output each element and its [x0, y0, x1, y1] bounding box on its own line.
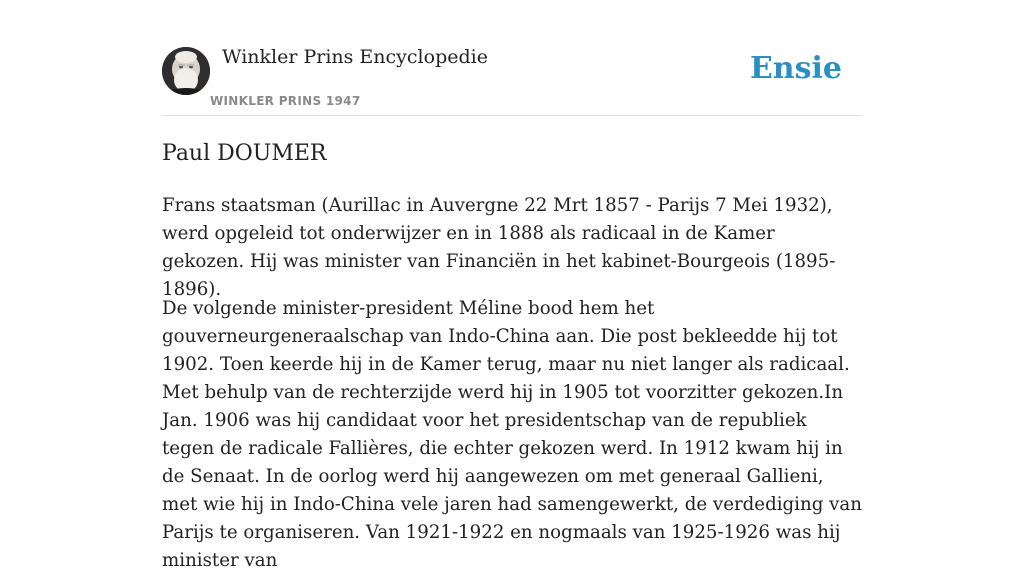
site-header [162, 0, 862, 116]
article-title: Paul DOUMER [162, 141, 327, 166]
page-container [162, 0, 862, 571]
site-subtitle: WINKLER PRINS 1947 [210, 94, 361, 108]
ensie-logo[interactable]: Ensie [749, 51, 842, 86]
site-name[interactable]: Winkler Prins Encyclopedie [222, 46, 488, 68]
article-paragraph: Frans staatsman (Aurillac in Auvergne 22 Mrt 1857 - Parijs 7 Mei 1932), werd opgeleid tot onderwijzer en in 1888 als radicaal in de Kamer gekozen. Hij was minister van Financiën in het kabinet-Bourgeois (1895-1896). [162, 195, 836, 300]
bearded-man-portrait-icon [162, 47, 210, 95]
article-paragraph: De volgende minister-president Méline bood hem het gouverneurgeneraalschap van Indo-China aan. Die post bekleedde hij tot 1902. Toen keerde hij in de Kamer terug, maar nu niet langer als radicaal. Met behulp van de rechterzijde werd hij in 1905 tot voorzitter gekozen.In Jan. 1906 was hij candidaat voor het presidentschap van de republiek tegen de radicale Fallières, die echter gekozen werd. In 1912 kwam hij in de Senaat. In de oorlog werd hij aangewezen om met generaal Gallieni, met wie hij in Indo-China vele jaren had samengewerkt, de verdediging van Parijs te organiseren. Van 1921-1922 en nogmaals van 1925-1926 was hij minister van [162, 298, 862, 571]
author-avatar[interactable] [162, 47, 210, 95]
